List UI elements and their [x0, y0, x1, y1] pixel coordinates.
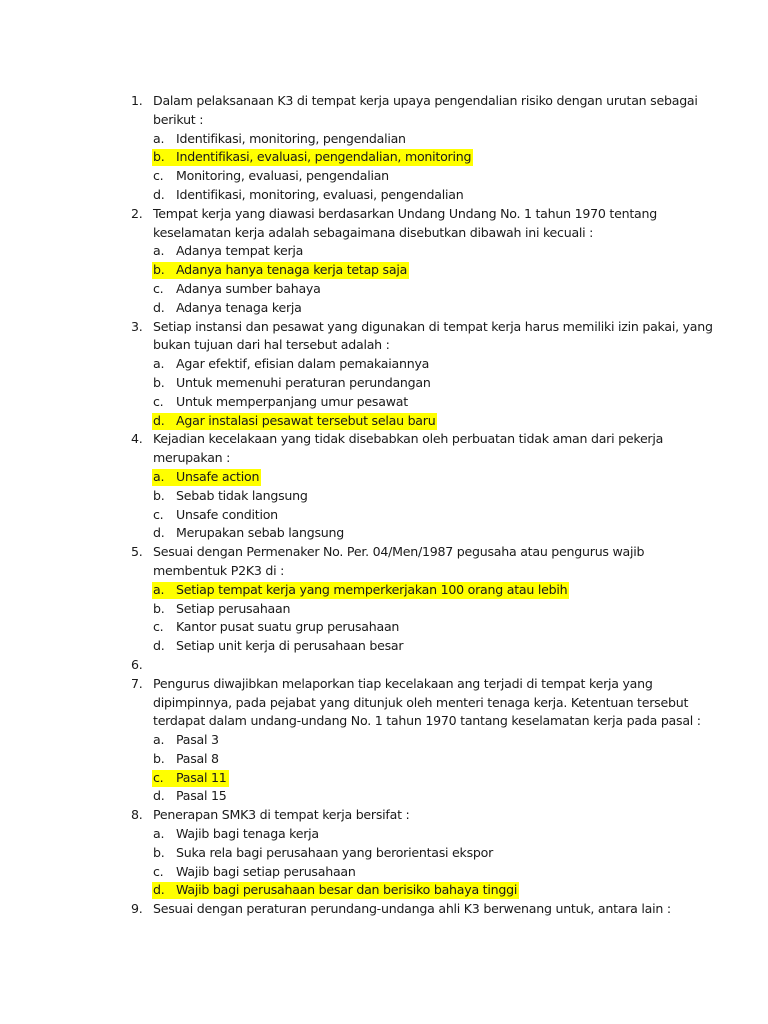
- option-text: Identifikasi, monitoring, pengendalian: [176, 130, 406, 146]
- question-list: [0, 92, 768, 919]
- option-text: Pasal 8: [176, 750, 219, 766]
- question-text: berikut :: [153, 111, 204, 127]
- option-letter: c.: [153, 619, 164, 635]
- option-text: Pasal 15: [176, 788, 227, 804]
- question-number: 8.: [131, 807, 143, 823]
- question-text: dipimpinnya, pada pejabat yang ditunjuk oleh menteri tenaga kerja. Ketentuan tersebut: [153, 694, 689, 710]
- option-text: Monitoring, evaluasi, pengendalian: [176, 168, 389, 184]
- option-letter: a.: [153, 732, 165, 748]
- answer-option-highlighted: [0, 769, 768, 788]
- question-line: [0, 675, 768, 694]
- answer-option-highlighted: [0, 581, 768, 600]
- option-text: Setiap unit kerja di perusahaan besar: [176, 638, 404, 654]
- option-text: Pasal 11: [176, 769, 227, 785]
- option-letter: d.: [153, 186, 165, 202]
- answer-option: [0, 487, 768, 506]
- answer-option: [0, 731, 768, 750]
- option-letter: c.: [153, 769, 164, 785]
- option-text: Adanya tempat kerja: [176, 243, 304, 259]
- answer-option-highlighted: [0, 468, 768, 487]
- option-letter: d.: [153, 525, 165, 541]
- question-line-cont: [0, 224, 768, 243]
- question-number: 5.: [131, 544, 143, 560]
- option-letter: b.: [153, 262, 165, 278]
- answer-option: [0, 825, 768, 844]
- option-text: Setiap perusahaan: [176, 600, 291, 616]
- option-letter: a.: [153, 581, 165, 597]
- question-text: Tempat kerja yang diawasi berdasarkan Undang Undang No. 1 tahun 1970 tentang: [153, 205, 657, 221]
- question-text: Pengurus diwajibkan melaporkan tiap kecelakaan ang terjadi di tempat kerja yang: [153, 675, 653, 691]
- answer-option: [0, 863, 768, 882]
- option-text: Sebab tidak langsung: [176, 487, 308, 503]
- answer-option: [0, 299, 768, 318]
- question-text: Penerapan SMK3 di tempat kerja bersifat :: [153, 807, 410, 823]
- question-text: Setiap instansi dan pesawat yang digunakan di tempat kerja harus memiliki izin pakai, yang: [153, 318, 713, 334]
- option-text: Adanya hanya tenaga kerja tetap saja: [176, 262, 408, 278]
- answer-option: [0, 524, 768, 543]
- answer-option-highlighted: [0, 148, 768, 167]
- question-text: terdapat dalam undang-undang No. 1 tahun 1970 tantang keselamatan kerja pada pasal :: [153, 713, 701, 729]
- option-text: Agar efektif, efisian dalam pemakaiannya: [176, 356, 430, 372]
- option-text: Wajib bagi perusahaan besar dan berisiko bahaya tinggi: [176, 882, 518, 898]
- option-text: Unsafe action: [176, 468, 260, 484]
- option-letter: d.: [153, 412, 165, 428]
- question-text: Sesuai dengan peraturan perundang-undanga ahli K3 berwenang untuk, antara lain :: [153, 901, 671, 917]
- option-letter: d.: [153, 882, 165, 898]
- option-letter: a.: [153, 243, 165, 259]
- option-letter: b.: [153, 844, 165, 860]
- option-text: Merupakan sebab langsung: [176, 525, 344, 541]
- option-letter: d.: [153, 788, 165, 804]
- question-text: Kejadian kecelakaan yang tidak disebabkan oleh perbuatan tidak aman dari pekerja: [153, 431, 664, 447]
- question-line: [0, 430, 768, 449]
- question-line-cont: [0, 336, 768, 355]
- answer-option: [0, 280, 768, 299]
- option-letter: a.: [153, 356, 165, 372]
- question-line: [0, 656, 768, 675]
- option-text: Untuk memperpanjang umur pesawat: [176, 393, 408, 409]
- option-text: Kantor pusat suatu grup perusahaan: [176, 619, 400, 635]
- question-number: 1.: [131, 93, 143, 108]
- option-text: Wajib bagi tenaga kerja: [176, 826, 319, 842]
- answer-option: [0, 750, 768, 769]
- option-letter: c.: [153, 393, 164, 409]
- option-letter: d.: [153, 638, 165, 654]
- option-letter: c.: [153, 863, 164, 879]
- answer-option: [0, 637, 768, 656]
- option-letter: b.: [153, 487, 165, 503]
- option-text: Unsafe condition: [176, 506, 278, 522]
- answer-option-highlighted: [0, 412, 768, 431]
- option-letter: b.: [153, 149, 165, 165]
- answer-option: [0, 186, 768, 205]
- option-letter: b.: [153, 750, 165, 766]
- question-line: [0, 92, 768, 111]
- option-text: Identifikasi, monitoring, evaluasi, pengendalian: [176, 186, 464, 202]
- option-letter: c.: [153, 168, 164, 184]
- question-text: bukan tujuan dari hal tersebut adalah :: [153, 337, 390, 353]
- answer-option: [0, 844, 768, 863]
- answer-option: [0, 167, 768, 186]
- option-letter: a.: [153, 468, 165, 484]
- option-letter: c.: [153, 280, 164, 296]
- option-letter: d.: [153, 299, 165, 315]
- option-letter: c.: [153, 506, 164, 522]
- question-line-cont: [0, 694, 768, 713]
- option-letter: b.: [153, 600, 165, 616]
- question-line-cont: [0, 562, 768, 581]
- option-text: Pasal 3: [176, 732, 219, 748]
- option-text: Adanya sumber bahaya: [176, 280, 321, 296]
- option-text: Wajib bagi setiap perusahaan: [176, 863, 356, 879]
- answer-option: [0, 393, 768, 412]
- answer-option: [0, 242, 768, 261]
- option-text: Agar instalasi pesawat tersebut selau baru: [176, 412, 436, 428]
- answer-option: [0, 618, 768, 637]
- answer-option: [0, 374, 768, 393]
- question-text: keselamatan kerja adalah sebagaimana disebutkan dibawah ini kecuali :: [153, 224, 594, 240]
- question-line: [0, 543, 768, 562]
- option-text: Setiap tempat kerja yang memperkerjakan 100 orang atau lebih: [176, 581, 568, 597]
- answer-option-highlighted: [0, 261, 768, 280]
- option-text: Untuk memenuhi peraturan perundangan: [176, 374, 431, 390]
- question-text: Sesuai dengan Permenaker No. Per. 04/Men/1987 pegusaha atau pengurus wajib: [153, 544, 645, 560]
- question-number: 3.: [131, 318, 143, 334]
- option-text: Suka rela bagi perusahaan yang berorientasi ekspor: [176, 844, 494, 860]
- option-letter: b.: [153, 374, 165, 390]
- option-letter: a.: [153, 826, 165, 842]
- question-text: Dalam pelaksanaan K3 di tempat kerja upaya pengendalian risiko dengan urutan sebagai: [153, 93, 698, 108]
- answer-option-highlighted: [0, 881, 768, 900]
- question-line: [0, 806, 768, 825]
- question-number: 2.: [131, 205, 143, 221]
- option-text: Indentifikasi, evaluasi, pengendalian, monitoring: [176, 149, 472, 165]
- question-number: 4.: [131, 431, 143, 447]
- question-text: membentuk P2K3 di :: [153, 562, 285, 578]
- question-number: 9.: [131, 901, 143, 917]
- question-text: merupakan :: [153, 450, 231, 466]
- answer-option: [0, 355, 768, 374]
- question-number: 6.: [131, 656, 143, 672]
- question-line-cont: [0, 449, 768, 468]
- answer-option: [0, 787, 768, 806]
- answer-option: [0, 130, 768, 149]
- question-line: [0, 318, 768, 337]
- question-line: [0, 205, 768, 224]
- question-number: 7.: [131, 675, 143, 691]
- question-line: [0, 900, 768, 919]
- answer-option: [0, 506, 768, 525]
- option-text: Adanya tenaga kerja: [176, 299, 302, 315]
- question-line-cont: [0, 712, 768, 731]
- question-line-cont: [0, 111, 768, 130]
- answer-option: [0, 600, 768, 619]
- option-letter: a.: [153, 130, 165, 146]
